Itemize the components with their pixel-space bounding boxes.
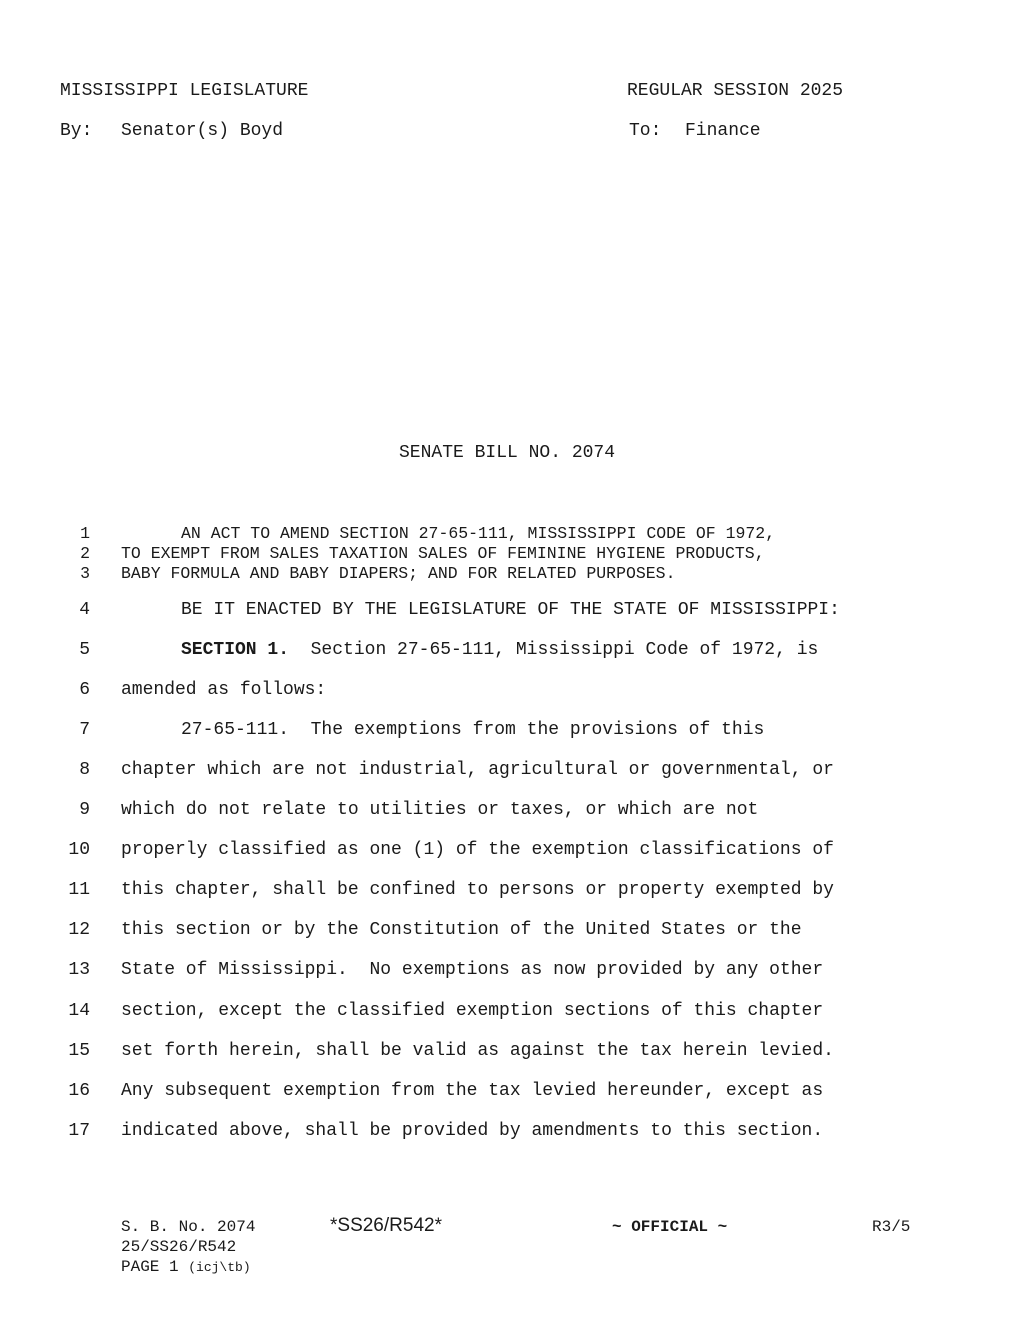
line-text: this section or by the Constitution of the United States or the <box>121 920 802 940</box>
line-text: Section 27-65-111, Mississippi Code of 1972, is <box>289 640 819 660</box>
by-label: By: <box>60 121 93 141</box>
line-text: BE IT ENACTED BY THE LEGISLATURE OF THE STATE OF MISSISSIPPI: <box>181 600 840 620</box>
bill-title: SENATE BILL NO. 2074 <box>399 443 616 463</box>
legislature-heading: MISSISSIPPI LEGISLATURE <box>60 81 309 101</box>
line-number: 4 <box>79 600 90 620</box>
line-text: State of Mississippi. No exemptions as now provided by any other <box>121 960 824 980</box>
drafter-initials: (icj\tb) <box>188 1260 251 1275</box>
line-number: 11 <box>68 880 90 900</box>
bill-reference: S. B. No. 2074 <box>121 1218 256 1236</box>
line-number: 16 <box>68 1081 90 1101</box>
line-number: 9 <box>79 800 90 820</box>
line-text: properly classified as one (1) of the exemption classifications of <box>121 840 834 860</box>
line-number: 12 <box>68 920 90 940</box>
line-text: which do not relate to utilities or taxes, or which are not <box>121 800 759 820</box>
line-number: 17 <box>68 1121 90 1141</box>
line-number: 14 <box>68 1001 90 1021</box>
section-line <box>181 640 818 660</box>
section-heading: SECTION 1. <box>181 640 290 660</box>
line-text: indicated above, shall be provided by amendments to this section. <box>121 1121 824 1141</box>
line-number: 15 <box>68 1041 90 1061</box>
line-number: 13 <box>68 960 90 980</box>
sponsor-name: Senator(s) Boyd <box>121 121 284 141</box>
line-number: 5 <box>79 640 90 660</box>
line-text: 27-65-111. The exemptions from the provisions of this <box>181 720 765 740</box>
line-number: 8 <box>79 760 90 780</box>
line-number: 1 <box>80 524 90 543</box>
line-text: chapter which are not industrial, agricultural or governmental, or <box>121 760 834 780</box>
committee-name: Finance <box>685 121 761 141</box>
official-mark: ~ OFFICIAL ~ <box>612 1218 728 1236</box>
line-text: section, except the classified exemption sections of this chapter <box>121 1001 824 1021</box>
page-indicator <box>121 1258 251 1276</box>
barcode-text: *SS26/R542* <box>330 1215 442 1236</box>
to-label: To: <box>629 121 662 141</box>
line-text: Any subsequent exemption from the tax levied hereunder, except as <box>121 1081 824 1101</box>
line-number: 7 <box>79 720 90 740</box>
document-code: 25/SS26/R542 <box>121 1238 237 1256</box>
page-label: PAGE 1 <box>121 1258 179 1276</box>
line-number: 3 <box>80 564 90 583</box>
line-number: 6 <box>79 680 90 700</box>
line-text: amended as follows: <box>121 680 327 700</box>
session-heading: REGULAR SESSION 2025 <box>627 81 844 101</box>
line-text: this chapter, shall be confined to persons or property exempted by <box>121 880 834 900</box>
line-text: set forth herein, shall be valid as against the tax herein levied. <box>121 1041 834 1061</box>
line-text: BABY FORMULA AND BABY DIAPERS; AND FOR RELATED PURPOSES. <box>121 564 676 583</box>
line-number: 10 <box>68 840 90 860</box>
line-text: TO EXEMPT FROM SALES TAXATION SALES OF FEMININE HYGIENE PRODUCTS, <box>121 544 765 563</box>
line-number: 2 <box>80 544 90 563</box>
line-text: AN ACT TO AMEND SECTION 27-65-111, MISSISSIPPI CODE OF 1972, <box>181 524 776 543</box>
version-code: R3/5 <box>872 1218 911 1236</box>
